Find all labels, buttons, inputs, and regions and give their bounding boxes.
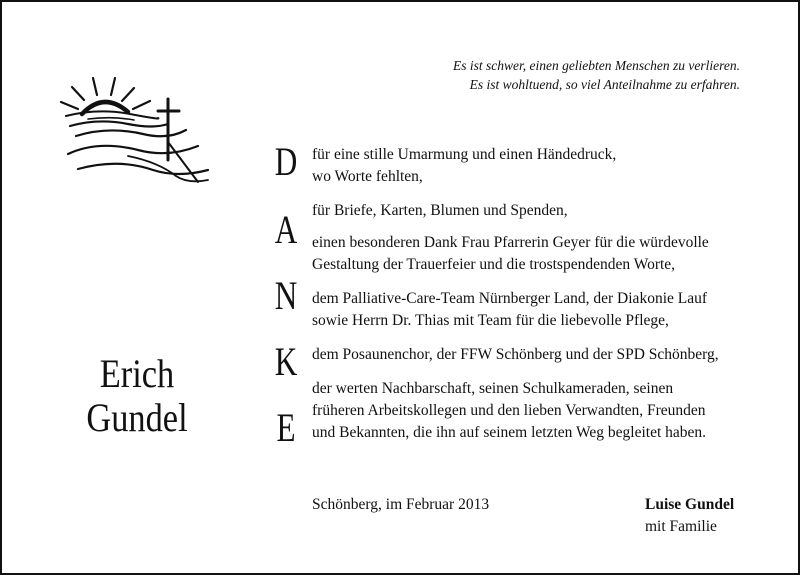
deceased-name [64, 352, 210, 440]
danke-letter-n: N [274, 273, 298, 318]
danke-letter-e: E [276, 405, 296, 450]
deceased-last-name: Gundel [86, 395, 188, 440]
place-date: Schönberg, im Februar 2013 [312, 496, 490, 513]
danke-letter-d: D [274, 139, 298, 184]
signer-name: Luise Gundel [645, 496, 735, 513]
thanks-line: für eine stille Umarmung und einen Händedruck, [312, 146, 617, 163]
quote [453, 56, 740, 94]
danke-letter-k: K [274, 339, 298, 384]
thanks-paragraph-1 [312, 144, 616, 188]
thanks-line: dem Posaunenchor, der FFW Schönberg und der SPD Schönberg, [312, 346, 719, 363]
thanks-line: der werten Nachbarschaft, seinen Schulkameraden, seinen [312, 380, 674, 397]
deceased-first-name: Erich [99, 351, 175, 396]
thanks-paragraph-4 [312, 288, 707, 332]
thanks-line: einen besonderen Dank Frau Pfarrerin Geyer für die würdevolle [312, 234, 709, 251]
thanks-line: wo Worte fehlten, [312, 168, 423, 185]
thanks-line: Gestaltung der Trauerfeier und die trostspendenden Worte, [312, 256, 676, 273]
thanks-line: sowie Herrn Dr. Thias mit Team für die liebevolle Pflege, [312, 312, 669, 329]
thanks-line: für Briefe, Karten, Blumen und Spenden, [312, 202, 568, 219]
thanks-paragraph-5 [312, 344, 719, 366]
danke-letter-a: A [274, 207, 298, 252]
quote-line-1: Es ist schwer, einen geliebten Menschen zu verlieren. [452, 58, 740, 73]
thanks-paragraph-2 [312, 200, 568, 222]
signer [645, 494, 734, 538]
thanks-line: früheren Arbeitskollegen und den lieben Verwandten, Freunden [312, 402, 706, 419]
thanks-paragraph-6 [312, 378, 706, 444]
sunrise-hills-cross-icon [58, 74, 218, 194]
signer-suffix: mit Familie [645, 518, 717, 535]
quote-line-2: Es ist wohltuend, so viel Anteilnahme zu erfahren. [469, 77, 740, 92]
thanks-paragraph-3 [312, 232, 709, 276]
thanks-line: dem Palliative-Care-Team Nürnberger Land, der Diakonie Lauf [312, 290, 708, 307]
thanks-line: und Bekannten, die ihn auf seinem letzten Weg begleitet haben. [312, 424, 707, 441]
